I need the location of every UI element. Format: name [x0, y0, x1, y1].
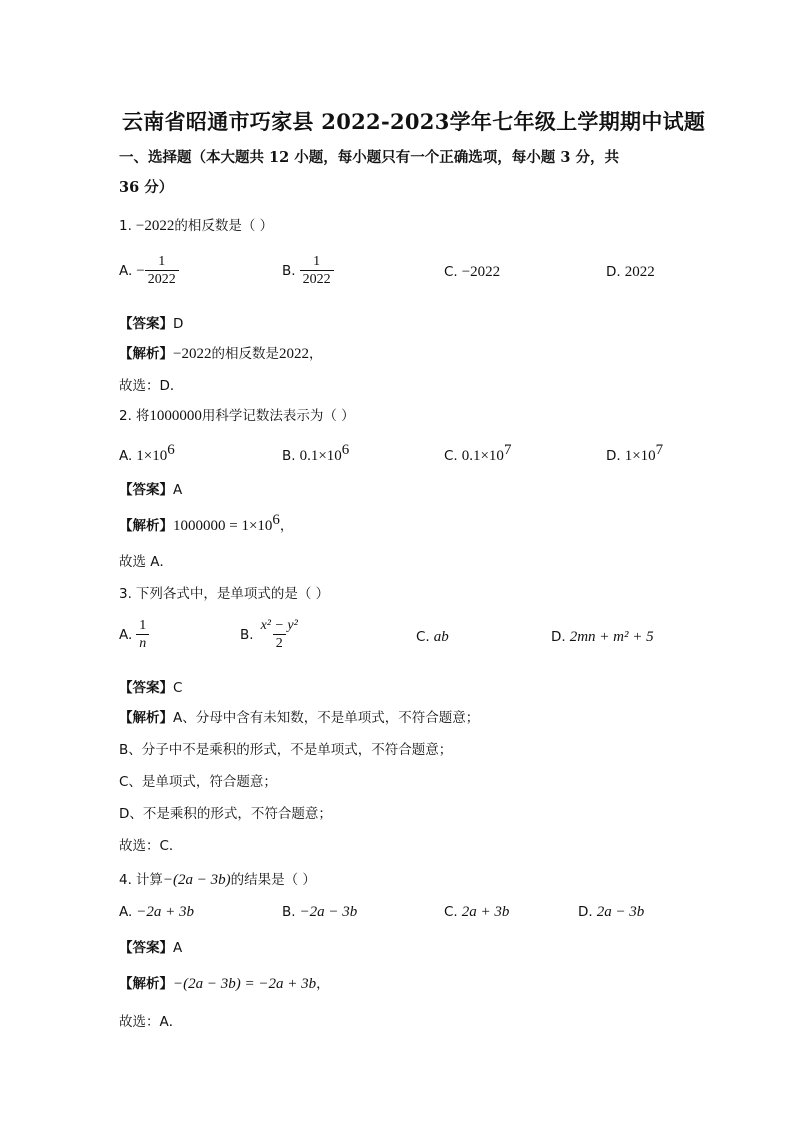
section-heading-line2: 36 分）: [119, 179, 174, 196]
question-4-analysis: 【解析】−(2a − 3b) = −2a + 3b，: [119, 976, 330, 992]
question-3-analysis: 【解析】A、分母中含有未知数，不是单项式，不符合题意；: [119, 710, 480, 726]
question-2-answer: 【答案】A: [119, 482, 183, 498]
question-1-option-a: A. − $\frac{1}{2022}$: [119, 254, 179, 288]
question-1-option-d: D. 2022: [606, 264, 655, 280]
question-2-option-b: B. $0.1\times 10^6$: [282, 442, 350, 464]
question-4-option-c: C. 2a + 3b: [444, 904, 510, 920]
question-2-option-c: C. $0.1\times 10^7$: [444, 442, 512, 464]
question-4-option-b: B. −2a − 3b: [282, 904, 358, 920]
question-4-stem: 4. 计算−(2a − 3b)的结果是（ ）: [119, 872, 316, 888]
question-1-option-b: B. $\frac{1}{2022}$: [282, 254, 334, 288]
question-1-stem: 1. −2022的相反数是（ ）: [119, 218, 274, 234]
section-heading-line1: 一、选择题（本大题共 12 小题，每小题只有一个正确选项，每小题 3 分，共: [119, 149, 619, 166]
fraction: $\frac{1}{2022}$: [145, 254, 179, 288]
question-1-conclusion: 故选：D．: [119, 378, 184, 394]
fraction: $\frac{\text{x² − y²}}{2}$: [260, 618, 298, 651]
fraction: $\frac{1}{n}$: [136, 618, 149, 652]
fraction: $\frac{1}{2022}$: [300, 254, 334, 288]
question-3-analysis-c: C、是单项式，符合题意；: [119, 774, 277, 790]
document-title: 云南省昭通市巧家县 2022-2023学年七年级上学期期中试题: [122, 109, 706, 134]
question-3-option-c: C. ab: [416, 629, 449, 645]
question-3-option-b: B. $\frac{\text{x² − y²}}{2}$: [240, 618, 301, 652]
question-3-analysis-b: B、分子中不是乘积的形式，不是单项式，不符合题意；: [119, 742, 453, 758]
question-2-option-d: D. $1\times 10^7$: [606, 442, 664, 464]
question-2-stem: 2. 将1000000用科学记数法表示为（ ）: [119, 408, 355, 424]
question-1-analysis: 【解析】−2022的相反数是2022，: [119, 346, 323, 362]
question-2-analysis: 【解析】$1000000 = 1\times 10^6$，: [119, 512, 294, 534]
question-3-option-d: D. 2mn + m² + 5: [551, 629, 654, 645]
question-1-option-c: C. −2022: [444, 264, 501, 280]
question-3-analysis-d: D、不是乘积的形式，不符合题意；: [119, 806, 332, 822]
question-1-answer: 【答案】D: [119, 316, 184, 332]
question-3-stem: 3. 下列各式中，是单项式的是（ ）: [119, 586, 330, 602]
question-4-option-d: D. 2a − 3b: [578, 904, 645, 920]
question-4-answer: 【答案】A: [119, 940, 183, 956]
question-2-conclusion: 故选 A．: [119, 554, 174, 570]
question-3-conclusion: 故选：C．: [119, 838, 183, 854]
question-3-answer: 【答案】C: [119, 680, 183, 696]
question-4-option-a: A. −2a + 3b: [119, 904, 195, 920]
question-3-option-a: A. $\frac{1}{n}$: [119, 618, 149, 652]
question-2-option-a: A. $1\times 10^6$: [119, 442, 175, 464]
question-4-conclusion: 故选：A．: [119, 1014, 183, 1030]
